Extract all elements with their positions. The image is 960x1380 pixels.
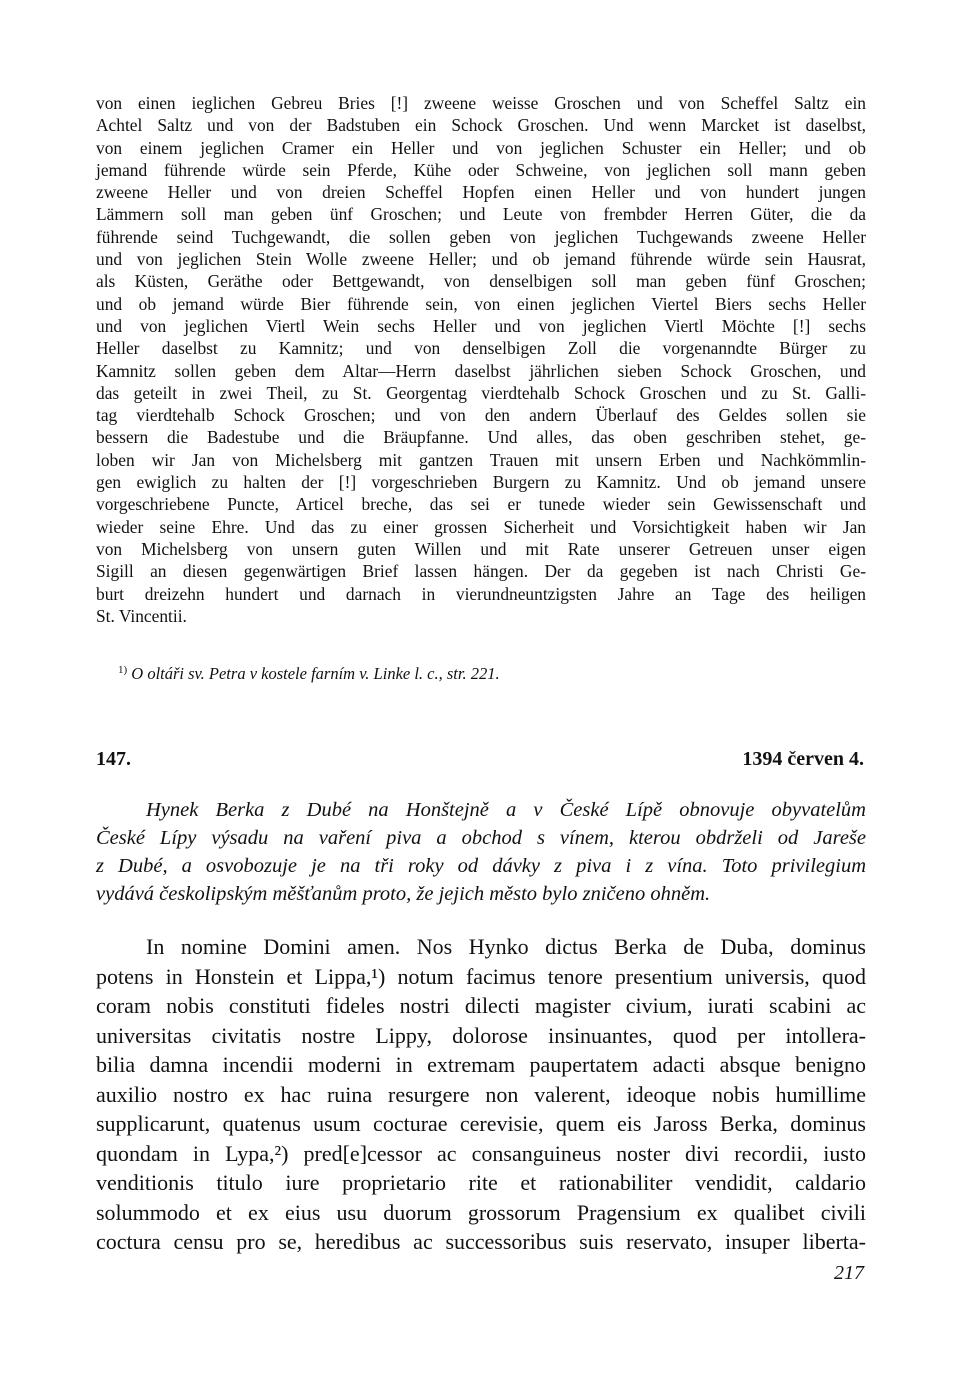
text-line: Heller daselbst zu Kamnitz; und von denselbigen Zoll die vorgenanndte Bürger zu [96,338,866,359]
text-line: solummodo et ex eius usu duorum grossorum Pragensium ex qualibet civili [96,1199,866,1225]
text-line: loben wir Jan von Michelsberg mit gantzen Trauen mit unsern Erben und Nachkömmlin- [96,449,866,470]
text-line: auxilio nostro ex hac ruina resurgere non valerent, ideoque nobis humillime [96,1081,866,1107]
text-line: supplicarunt, quatenus usum cocturae cerevisie, quem eis Jaross Berka, dominus [96,1111,866,1136]
regest-line: vydává českolipským měšťanům proto, že jejich město bylo zničeno ohněm. [96,883,711,905]
text-line: venditionis titulo iure proprietario rite et rationabiliter vendidit, caldario [96,1170,866,1195]
page-body [96,92,866,627]
text-line: bessern die Badestube und die Bräupfanne. Und alles, das oben geschriben stehet, ge- [96,427,866,448]
text-line: und ob jemand würde Bier führende sein, von einen jeglichen Viertel Biers sechs Heller [96,293,866,314]
text-line: das geteilt in zwei Theil, zu St. Georgentag vierdtehalb Schock Groschen und zu St. Galli- [96,382,866,403]
text-line: potens in Honstein et Lippa,¹) notum facimus tenore presentium universis, quod [96,963,866,989]
text-line: führende seind Tuchgewandt, die sollen geben von jeglichen Tuchgewands zweene Heller [96,226,866,247]
text-line: bilia damna incendii moderni in extremam paupertatem adacti absque benigno [96,1052,866,1077]
text-line: Kamnitz sollen geben dem Altar—Herrn daselbst jährlichen sieben Schock Groschen, und [96,360,866,381]
german-charter-text [96,92,866,627]
regest-line: Hynek Berka z Dubé na Honštejně a v České Lípě obnovuje obyvatelům [146,799,866,821]
page-number: 217 [834,1262,864,1284]
text-line: zweene Heller und von dreien Scheffel Hopfen einen Heller und von hundert jungen [96,182,866,203]
text-line: Achtel Saltz und von der Badstuben ein Schock Groschen. Und wenn Marcket ist daselbst, [96,115,866,136]
text-line: burt dreizehn hundert und darnach in vierundneuntzigsten Jahre an Tage des heiligen [96,583,866,604]
regest-line: České Lípy výsadu na vaření piva a obchod s vínem, kterou obdrželi od Jareše [96,827,866,849]
text-line: quondam in Lypa,²) pred[e]cessor ac consanguineus noster divi recordii, iusto [96,1140,866,1166]
entry-number: 147. [96,748,131,770]
text-line: tag vierdtehalb Schock Groschen; und von den andern Überlauf des Geldes sollen sie [96,405,866,426]
text-line: als Küsten, Geräthe oder Bettgewandt, von denselbigen soll man geben fünf Groschen; [96,271,866,292]
regest-line: z Dubé, a osvobozuje je na tři roky od dávky z piva i z vína. Toto privilegium [96,855,866,877]
text-line: St. Vincentii. [96,605,187,626]
text-line: In nomine Domini amen. Nos Hynko dictus Berka de Duba, dominus [146,934,866,959]
latin-charter-text [96,932,866,1257]
text-line: und von jeglichen Viertl Wein sechs Heller und von jeglichen Viertl Möchte [!] sechs [96,315,866,336]
footnote-marker: 1) [118,664,128,676]
entry-date: 1394 červen 4. [742,748,864,770]
text-line: universitas civitatis nostre Lippy, dolorose insinuantes, quod per intollera- [96,1022,866,1048]
text-line: und von jeglichen Stein Wolle zweene Heller; und ob jemand führende würde sein Hausrat, [96,249,866,270]
text-line: von Michelsberg von unsern guten Willen und mit Rate unserer Getreuen unser eigen [96,538,866,559]
text-line: gen ewiglich zu halten der [!] vorgeschrieben Burgern zu Kamnitz. Und ob jemand unsere [96,472,866,493]
footnote [118,664,500,684]
text-line: von einem jeglichen Cramer ein Heller und von jeglichen Schuster ein Heller; und ob [96,137,866,158]
text-line: vorgeschriebene Puncte, Articel breche, das sei er tunede wieder sein Gewissenschaft und [96,494,866,515]
text-line: Sigill an diesen gegenwärtigen Brief lassen hängen. Der da gegeben ist nach Christi Ge- [96,561,866,582]
text-line: Lämmern soll man geben ünf Groschen; und Leute von frembder Herren Güter, die da [96,204,866,225]
footnote-text: O oltáři sv. Petra v kostele farním v. Linke l. c., str. 221. [131,664,500,683]
text-line: coctura censu pro se, heredibus ac successoribus suis reservato, insuper liberta- [96,1229,866,1254]
text-line: wieder seine Ehre. Und das zu einer grossen Sicherheit und Vorsichtigkeit haben wir Jan [96,516,866,537]
text-line: jemand führende würde sein Pferde, Kühe oder Schweine, von jeglichen soll mann geben [96,159,866,180]
text-line: coram nobis constituti fideles nostri dilecti magister civium, iurati scabini ac [96,993,866,1018]
text-line: von einen ieglichen Gebreu Bries [!] zweene weisse Groschen und von Scheffel Saltz ein [96,93,866,113]
czech-regest [96,796,866,908]
